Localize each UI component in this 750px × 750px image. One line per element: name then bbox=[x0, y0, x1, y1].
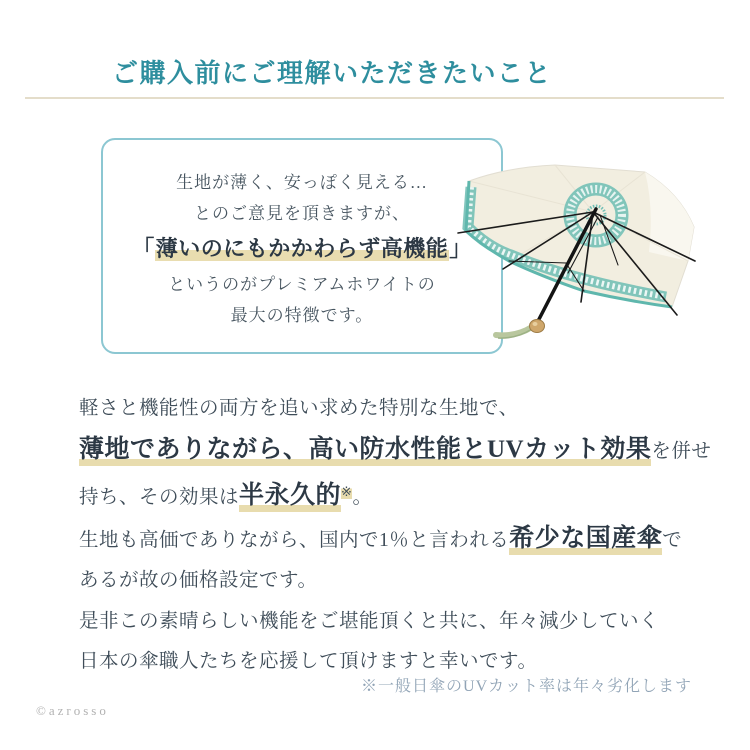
divider bbox=[25, 97, 724, 99]
info-box bbox=[101, 138, 503, 354]
text-segment: とのご意見を頂きますが、 bbox=[194, 204, 410, 223]
text-segment: 薄いのにもかかわらず高機能 bbox=[155, 236, 449, 261]
text-segment: 日本の傘職人たちを応援して頂けますと幸いです。 bbox=[79, 651, 538, 672]
body-paragraphs bbox=[79, 389, 712, 683]
umbrella-handle bbox=[530, 320, 545, 333]
footnote: ※一般日傘のUVカット率は年々劣化します bbox=[361, 678, 692, 695]
text-segment: ※ bbox=[341, 484, 353, 499]
text-segment: 持ち、その効果は bbox=[79, 487, 240, 508]
info-box-text bbox=[103, 167, 501, 331]
umbrella-handle-highlight bbox=[533, 322, 538, 326]
text-segment: で bbox=[662, 529, 683, 551]
text-line bbox=[79, 389, 699, 430]
text-line bbox=[79, 602, 699, 643]
text-line bbox=[79, 472, 699, 519]
page-title: ご購入前にご理解いただきたいこと bbox=[112, 59, 553, 88]
umbrella-photo bbox=[448, 155, 718, 360]
text-segment: というのがプレミアムホワイトの bbox=[168, 275, 436, 294]
text-line bbox=[103, 167, 501, 198]
text-line bbox=[103, 300, 501, 331]
umbrella-light-panel bbox=[645, 172, 694, 261]
umbrella-tassel bbox=[496, 327, 532, 335]
text-segment: 。 bbox=[352, 487, 373, 508]
body-text bbox=[79, 389, 712, 683]
watermark: ©azrosso bbox=[36, 703, 109, 718]
text-line bbox=[79, 561, 699, 602]
text-segment: 最大の特徴です。 bbox=[230, 306, 374, 325]
text-segment: 生地が薄く、安っぽく見える… bbox=[176, 173, 428, 192]
text-segment: 希少な国産傘 bbox=[509, 525, 662, 555]
text-line bbox=[79, 430, 712, 473]
text-segment: あるが故の価格設定です。 bbox=[79, 570, 318, 591]
text-line bbox=[79, 519, 699, 562]
text-segment: 是非この素晴らしい機能をご堪能頂くと共に、年々減少していく bbox=[79, 610, 660, 632]
text-line bbox=[103, 229, 501, 269]
text-line bbox=[103, 198, 501, 229]
text-segment: 半永久的 bbox=[239, 482, 341, 512]
text-segment: 生地も高価でありながら、国内で1％と言われる bbox=[79, 529, 510, 551]
text-segment: 軽さと機能性の両方を追い求めた特別な生地で、 bbox=[79, 398, 519, 419]
text-segment: 」 bbox=[449, 236, 472, 261]
text-line bbox=[103, 269, 501, 300]
text-segment: 薄地でありながら、高い防水性能とUVカット効果 bbox=[79, 436, 651, 466]
text-segment: を併せ bbox=[651, 440, 712, 462]
text-segment: 「 bbox=[132, 236, 155, 261]
